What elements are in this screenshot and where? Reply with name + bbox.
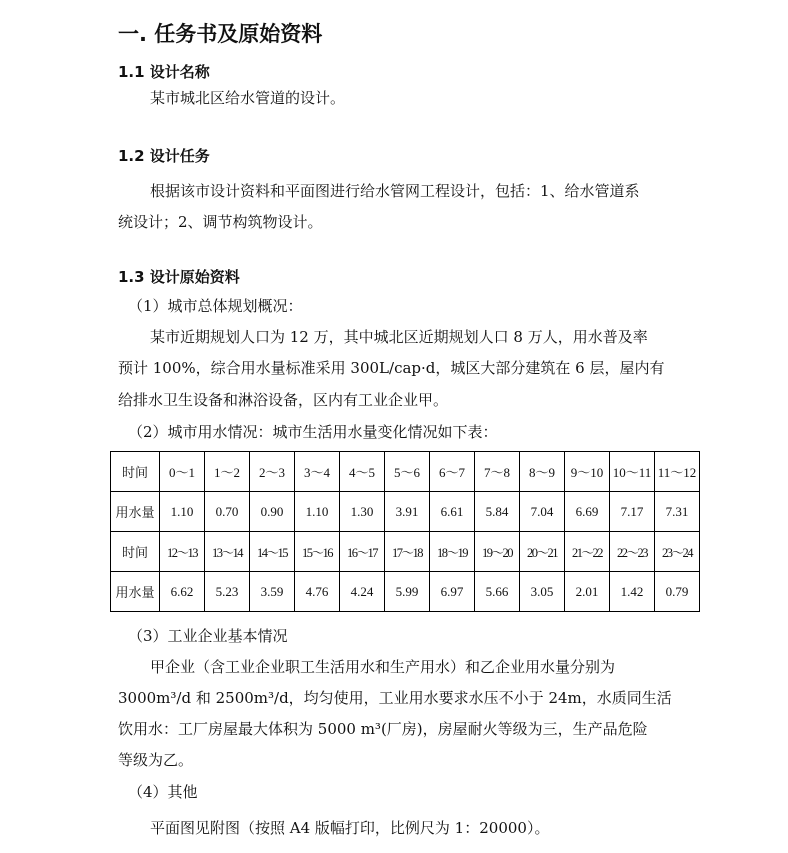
usage-cell: 6.62 — [160, 572, 205, 612]
usage-cell: 0.90 — [250, 492, 295, 532]
usage-cell: 7.31 — [655, 492, 700, 532]
usage-cell: 3.05 — [520, 572, 565, 612]
usage-cell: 5.99 — [385, 572, 430, 612]
time-cell: 4～5 — [340, 452, 385, 492]
item-4-line-1: 平面图见附图（按照 A4 版幅打印，比例尺为 1：20000）。 — [150, 819, 550, 837]
table-row — [111, 452, 700, 492]
usage-cell: 4.76 — [295, 572, 340, 612]
heading-design-name: 1.1 设计名称 — [118, 63, 210, 81]
usage-cell: 5.23 — [205, 572, 250, 612]
table-row — [111, 532, 700, 572]
time-cell: 7～8 — [475, 452, 520, 492]
usage-cell: 7.04 — [520, 492, 565, 532]
usage-cell: 3.91 — [385, 492, 430, 532]
usage-cell: 4.24 — [340, 572, 385, 612]
design-task-line-1: 根据该市设计资料和平面图进行给水管网工程设计，包括：1、给水管道系 — [150, 182, 640, 200]
water-usage-table-body — [111, 452, 700, 612]
time-cell: 13～14 — [205, 532, 250, 572]
usage-cell: 0.70 — [205, 492, 250, 532]
item-3-line-3: 饮用水：工厂房屋最大体积为 5000 m³(厂房)，房屋耐火等级为三，生产品危险 — [118, 720, 648, 738]
usage-cell: 6.69 — [565, 492, 610, 532]
item-1-line-3: 给排水卫生设备和淋浴设备，区内有工业企业甲。 — [118, 391, 449, 409]
time-cell: 9～10 — [565, 452, 610, 492]
usage-cell: 0.79 — [655, 572, 700, 612]
time-cell: 10～11 — [610, 452, 655, 492]
item-1-line-1: 某市近期规划人口为 12 万，其中城北区近期规划人口 8 万人，用水普及率 — [150, 328, 648, 346]
time-cell: 23～24 — [655, 532, 700, 572]
row-header: 用水量 — [111, 572, 160, 612]
design-name-text: 某市城北区给水管道的设计。 — [150, 89, 346, 107]
table-row — [111, 492, 700, 532]
item-3-line-4: 等级为乙。 — [118, 751, 194, 769]
section-title: 一. 任务书及原始资料 — [118, 22, 323, 46]
usage-cell: 6.97 — [430, 572, 475, 612]
usage-cell: 1.42 — [610, 572, 655, 612]
usage-cell: 7.17 — [610, 492, 655, 532]
usage-cell: 2.01 — [565, 572, 610, 612]
item-3-line-2: 3000m³/d 和 2500m³/d，均匀使用，工业用水要求水压不小于 24m，水质同生活 — [118, 689, 672, 707]
time-cell: 20～21 — [520, 532, 565, 572]
time-cell: 12～13 — [160, 532, 205, 572]
usage-cell: 6.61 — [430, 492, 475, 532]
time-cell: 19～20 — [475, 532, 520, 572]
time-cell: 14～15 — [250, 532, 295, 572]
item-4-title: （4）其他 — [128, 783, 198, 801]
usage-cell: 1.30 — [340, 492, 385, 532]
heading-original-data: 1.3 设计原始资料 — [118, 268, 240, 286]
usage-cell: 5.66 — [475, 572, 520, 612]
table-row — [111, 572, 700, 612]
item-1-title: （1）城市总体规划概况： — [128, 297, 303, 315]
item-3-line-1: 甲企业（含工业企业职工生活用水和生产用水）和乙企业用水量分别为 — [150, 658, 616, 676]
item-2-title: （2）城市用水情况：城市生活用水量变化情况如下表： — [128, 423, 498, 441]
heading-design-task: 1.2 设计任务 — [118, 147, 210, 165]
time-cell: 6～7 — [430, 452, 475, 492]
time-cell: 18～19 — [430, 532, 475, 572]
row-header: 时间 — [111, 532, 160, 572]
item-3-title: （3）工业企业基本情况 — [128, 627, 288, 645]
time-cell: 21～22 — [565, 532, 610, 572]
design-task-line-2: 统设计；2、调节构筑物设计。 — [118, 213, 323, 231]
usage-cell: 1.10 — [295, 492, 340, 532]
time-cell: 11～12 — [655, 452, 700, 492]
time-cell: 8～9 — [520, 452, 565, 492]
usage-cell: 5.84 — [475, 492, 520, 532]
time-cell: 2～3 — [250, 452, 295, 492]
time-cell: 0～1 — [160, 452, 205, 492]
time-cell: 5～6 — [385, 452, 430, 492]
usage-cell: 1.10 — [160, 492, 205, 532]
time-cell: 15～16 — [295, 532, 340, 572]
row-header: 用水量 — [111, 492, 160, 532]
usage-cell: 3.59 — [250, 572, 295, 612]
time-cell: 1～2 — [205, 452, 250, 492]
time-cell: 16～17 — [340, 532, 385, 572]
item-1-line-2: 预计 100%，综合用水量标准采用 300L/cap·d，城区大部分建筑在 6 层，屋内有 — [118, 359, 665, 377]
time-cell: 17～18 — [385, 532, 430, 572]
time-cell: 3～4 — [295, 452, 340, 492]
time-cell: 22～23 — [610, 532, 655, 572]
water-usage-table — [110, 451, 700, 612]
row-header: 时间 — [111, 452, 160, 492]
